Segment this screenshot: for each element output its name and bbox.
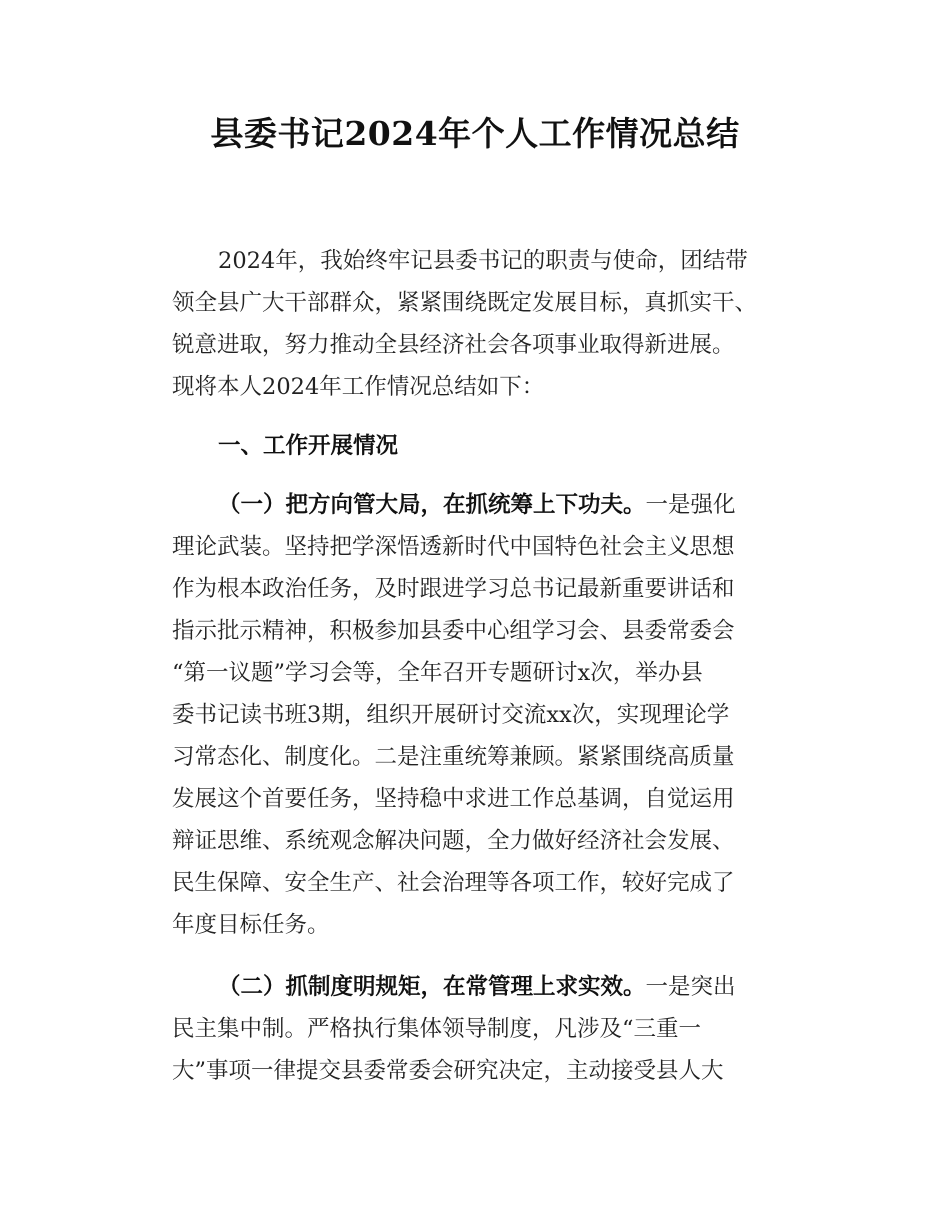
section-heading: 一、工作开展情况 — [218, 433, 399, 459]
item-1-line: 作为根本政治任务，及时跟进学习总书记最新重要讲话和 — [172, 576, 735, 602]
item-2-first-line-rest: 一是突出 — [645, 974, 736, 1000]
item-1-line: 习常态化、制度化。二是注重统筹兼顾。紧紧围绕高质量 — [172, 744, 735, 770]
item-1-line: 理论武装。坚持把学深悟透新时代中国特色社会主义思想 — [172, 534, 735, 560]
item-1-line: 年度目标任务。 — [172, 912, 330, 938]
document-title: 县委书记2024年个人工作情况总结 — [210, 114, 740, 153]
intro-line: 领全县广大干部群众，紧紧围绕既定发展目标，真抓实干、 — [172, 290, 758, 316]
item-2-heading: （二）抓制度明规矩，在常管理上求实效。 — [218, 974, 646, 1000]
item-1-heading: （一）把方向管大局，在抓统筹上下功夫。 — [218, 492, 646, 518]
item-2-line: 大”事项一律提交县委常委会研究决定，主动接受县人大 — [172, 1058, 724, 1084]
item-1-first-line-rest: 一是强化 — [645, 492, 736, 518]
intro-line: 现将本人2024年工作情况总结如下： — [172, 374, 545, 400]
item-2-paragraph — [172, 966, 812, 1092]
intro-line: 2024年，我始终牢记县委书记的职责与使命，团结带 — [218, 248, 748, 274]
item-1-line: 委书记读书班3期，组织开展研讨交流xx次，实现理论学 — [172, 702, 730, 728]
intro-line: 锐意进取，努力推动全县经济社会各项事业取得新进展。 — [172, 332, 735, 358]
item-1-line: 指示批示精神，积极参加县委中心组学习会、县委常委会 — [172, 618, 735, 644]
item-1-line: 民生保障、安全生产、社会治理等各项工作，较好完成了 — [172, 870, 735, 896]
item-2-line: 民主集中制。严格执行集体领导制度，凡涉及“三重一 — [172, 1016, 702, 1042]
item-1-paragraph — [172, 484, 812, 946]
item-1-line: 辩证思维、系统观念解决问题，全力做好经济社会发展、 — [172, 828, 735, 854]
item-1-line: “第一议题”学习会等，全年召开专题研讨x次，举办县 — [172, 660, 703, 686]
item-1-first-line — [172, 484, 812, 526]
intro-paragraph — [172, 240, 812, 408]
item-1-line: 发展这个首要任务，坚持稳中求进工作总基调，自觉运用 — [172, 786, 735, 812]
section-heading-block — [172, 425, 812, 467]
item-2-first-line — [172, 966, 812, 1008]
